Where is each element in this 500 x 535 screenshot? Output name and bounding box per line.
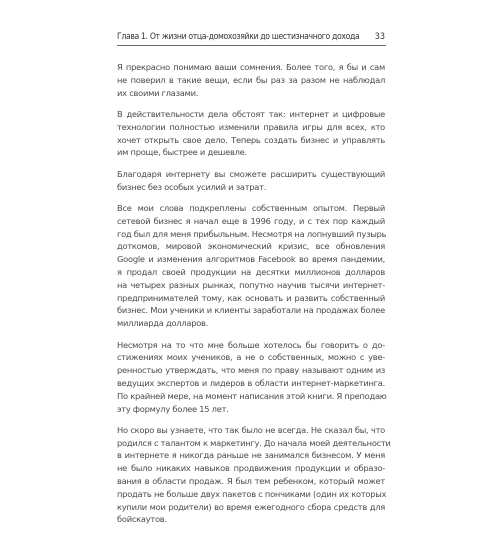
text-line: хочет открыть свое дело. Теперь создать бизнес и управлять [117, 134, 385, 145]
text-line: По крайней мере, на момент написания этой книги. Я преподаю [117, 390, 387, 401]
text-line: ведущих экспертов и лидеров в области интернет-маркетинга. [117, 377, 385, 388]
text-line: эту формулу более 15 лет. [117, 403, 229, 414]
header-rule [117, 45, 386, 46]
paragraph [117, 339, 385, 416]
text-line: сетевой бизнес я начал еще в 1996 году, и с тех пор каждый [117, 215, 385, 226]
chapter-title: Глава 1. От жизни отца-домохозяйки до шестизначного дохода [117, 32, 360, 42]
text-line: В действительности дела обстоят так: интернет и цифровые [117, 108, 385, 119]
text-line: купили мои родители) во время ежегодного сбора средств для [117, 501, 385, 512]
paragraph [117, 108, 385, 159]
text-line: бойскаутов. [117, 514, 167, 525]
text-line: родился с талантом к маркетингу. До начала моей деятельности [117, 437, 391, 448]
text-line: на четырех разных рынках, попутно научив тысячи интернет- [117, 279, 385, 290]
text-line: Но скоро вы узнаете, что так было не всегда. Не сказал бы, что [117, 424, 385, 435]
text-line: Все мои слова подкреплены собственным опытом. Первый [117, 202, 385, 213]
text-line: им проще, быстрее и дешевле. [117, 147, 247, 158]
text-line: не было никаких навыков продвижения продукции и образо- [117, 463, 385, 474]
text-line: технологии полностью изменили правила игры для всех, кто [117, 121, 385, 132]
text-line: год был для меня прибыльным. Несмотря на лопнувший пузырь [117, 228, 387, 239]
text-line: стижениях моих учеников, а не о собственных, можно с уве- [117, 352, 385, 363]
text-line: продать не больше двух пакетов с пончиками (один их которых [117, 488, 387, 499]
text-line: ренностью утверждать, что меня по праву называют одним из [117, 365, 385, 376]
text-line: Благодаря интернету вы сможете расширить существующий [117, 168, 385, 179]
paragraph [117, 168, 385, 194]
text-line: бизнес без особых усилий и затрат. [117, 181, 267, 192]
text-line: в интернете я никогда раньше не занимался бизнесом. У меня [117, 450, 385, 461]
paragraph [117, 61, 385, 99]
text-line: Я прекрасно понимаю ваши сомнения. Более того, я бы и сам [117, 62, 385, 72]
text-line: предпринимателей тому, как основать и развить собственный [117, 292, 385, 303]
text-line: вания в области продаж. Я был тем ребенком, который может [117, 476, 385, 487]
text-line: я продал своей продукции на десятки миллионов долларов [117, 266, 385, 277]
body-text [117, 61, 391, 535]
text-line: не поверил в такие вещи, если бы раз за разом не наблюдал [117, 74, 385, 85]
text-line: Несмотря на то что мне больше хотелось бы говорить о до- [117, 339, 385, 350]
paragraph [117, 424, 391, 526]
text-line: бизнес. Мои ученики и клиенты заработали на продажах более [117, 305, 385, 316]
text-line: миллиарда долларов. [117, 318, 209, 329]
page-number: 33 [374, 32, 385, 42]
paragraph [117, 202, 385, 330]
running-header [117, 32, 385, 46]
text-line: их своими глазами. [117, 87, 199, 98]
text-line: Google и изменения алгоритмов Facebook во время пандемии, [117, 254, 385, 265]
text-line: доткомов, мировой экономический кризис, все обновления [117, 241, 385, 252]
